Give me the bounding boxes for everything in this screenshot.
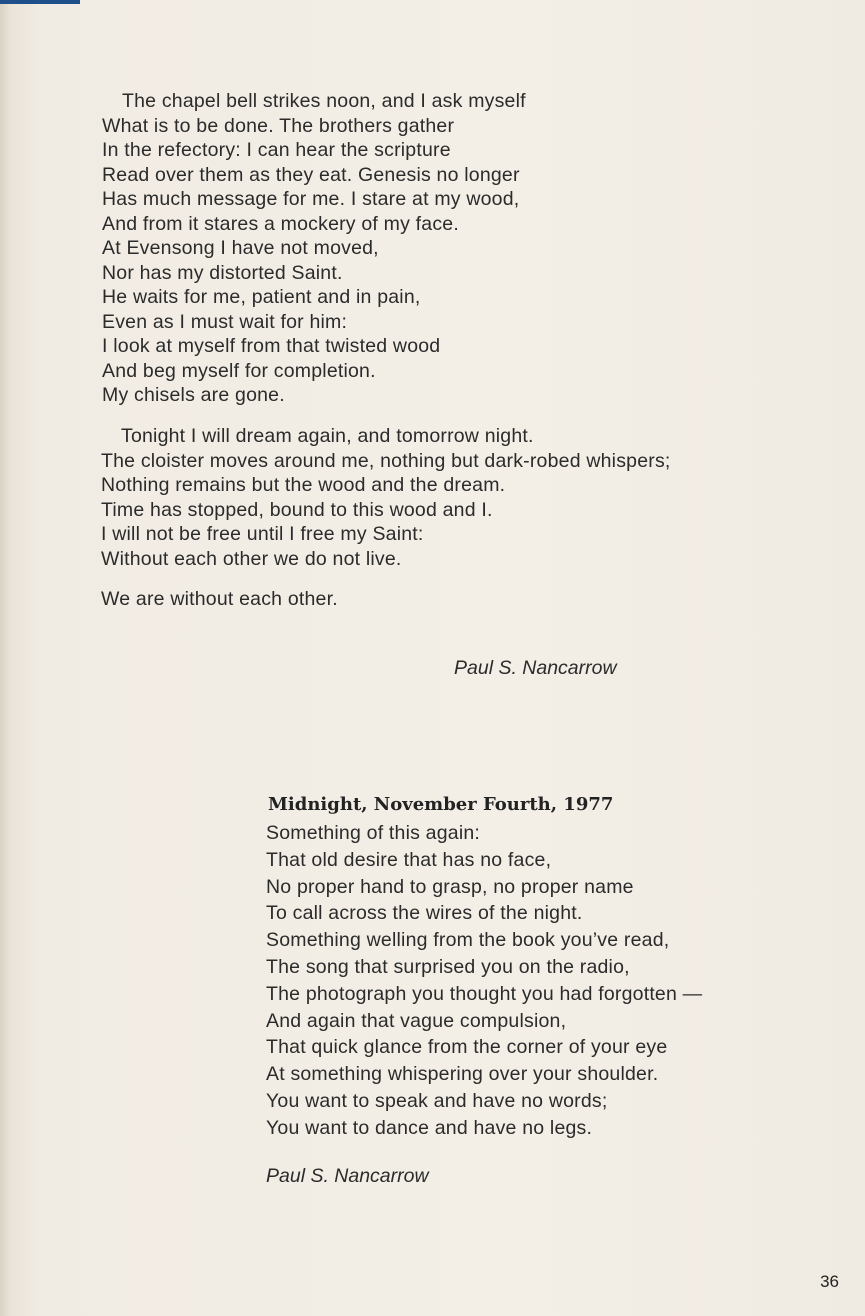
poem-line: That quick glance from the corner of your eye	[266, 1036, 668, 1059]
poem-line: The photograph you thought you had forgotten —	[266, 982, 703, 1005]
poem-line: No proper hand to grasp, no proper name	[266, 875, 634, 898]
poem-line: You want to dance and have no legs.	[266, 1116, 593, 1139]
poem-two-body	[266, 820, 702, 1142]
poem-line: The chapel bell strikes noon, and I ask myself	[122, 90, 526, 112]
poem-line: That old desire that has no face,	[266, 848, 552, 871]
poem-line: And from it stares a mockery of my face.	[102, 212, 459, 235]
page-edge-strip	[0, 0, 80, 4]
poem-line: Tonight I will dream again, and tomorrow night.	[121, 425, 534, 447]
poem-line: And beg myself for completion.	[102, 359, 376, 382]
poem-line: I will not be free until I free my Saint:	[101, 523, 424, 545]
poem-line: Something welling from the book you’ve read,	[266, 929, 670, 952]
poem-one-stanza-1	[102, 89, 526, 408]
poem-line: My chisels are gone.	[102, 384, 285, 406]
poem-line: What is to be done. The brothers gather	[102, 114, 455, 137]
poem-line: I look at myself from that twisted wood	[102, 335, 441, 357]
poem-line: Nothing remains but the wood and the dream.	[101, 474, 506, 496]
poem-one-stanza-2	[101, 424, 671, 571]
poem-line: The song that surprised you on the radio,	[266, 955, 630, 978]
poem-line: Read over them as they eat. Genesis no longer	[102, 163, 520, 186]
poem-line: Without each other we do not live.	[101, 547, 402, 570]
poem-line: At Evensong I have not moved,	[102, 237, 379, 259]
poem-one-author: Paul S. Nancarrow	[454, 657, 617, 679]
poem-line: Even as I must wait for him:	[102, 310, 348, 333]
poem-line: At something whispering over your shoulder.	[266, 1063, 659, 1086]
poem-line: In the refectory: I can hear the scripture	[102, 139, 451, 161]
poem-two-author: Paul S. Nancarrow	[266, 1165, 429, 1187]
poem-line: Nor has my distorted Saint.	[102, 261, 343, 284]
poem-line: You want to speak and have no words;	[266, 1089, 608, 1112]
poem-line: Has much message for me. I stare at my wood,	[102, 188, 520, 210]
poem-one-stanza-3	[101, 587, 338, 612]
poem-line: The cloister moves around me, nothing but dark-robed whispers;	[101, 449, 671, 472]
page-number: 36	[820, 1272, 839, 1291]
poem-line: Time has stopped, bound to this wood and I.	[101, 498, 493, 521]
poem-line: We are without each other.	[101, 588, 338, 610]
poem-two-title: Midnight, November Fourth, 1977	[268, 794, 614, 815]
poem-line: And again that vague compulsion,	[266, 1009, 567, 1032]
poem-line: He waits for me, patient and in pain,	[102, 286, 421, 308]
poem-line: To call across the wires of the night.	[266, 902, 583, 925]
poem-line: Something of this again:	[266, 822, 481, 844]
